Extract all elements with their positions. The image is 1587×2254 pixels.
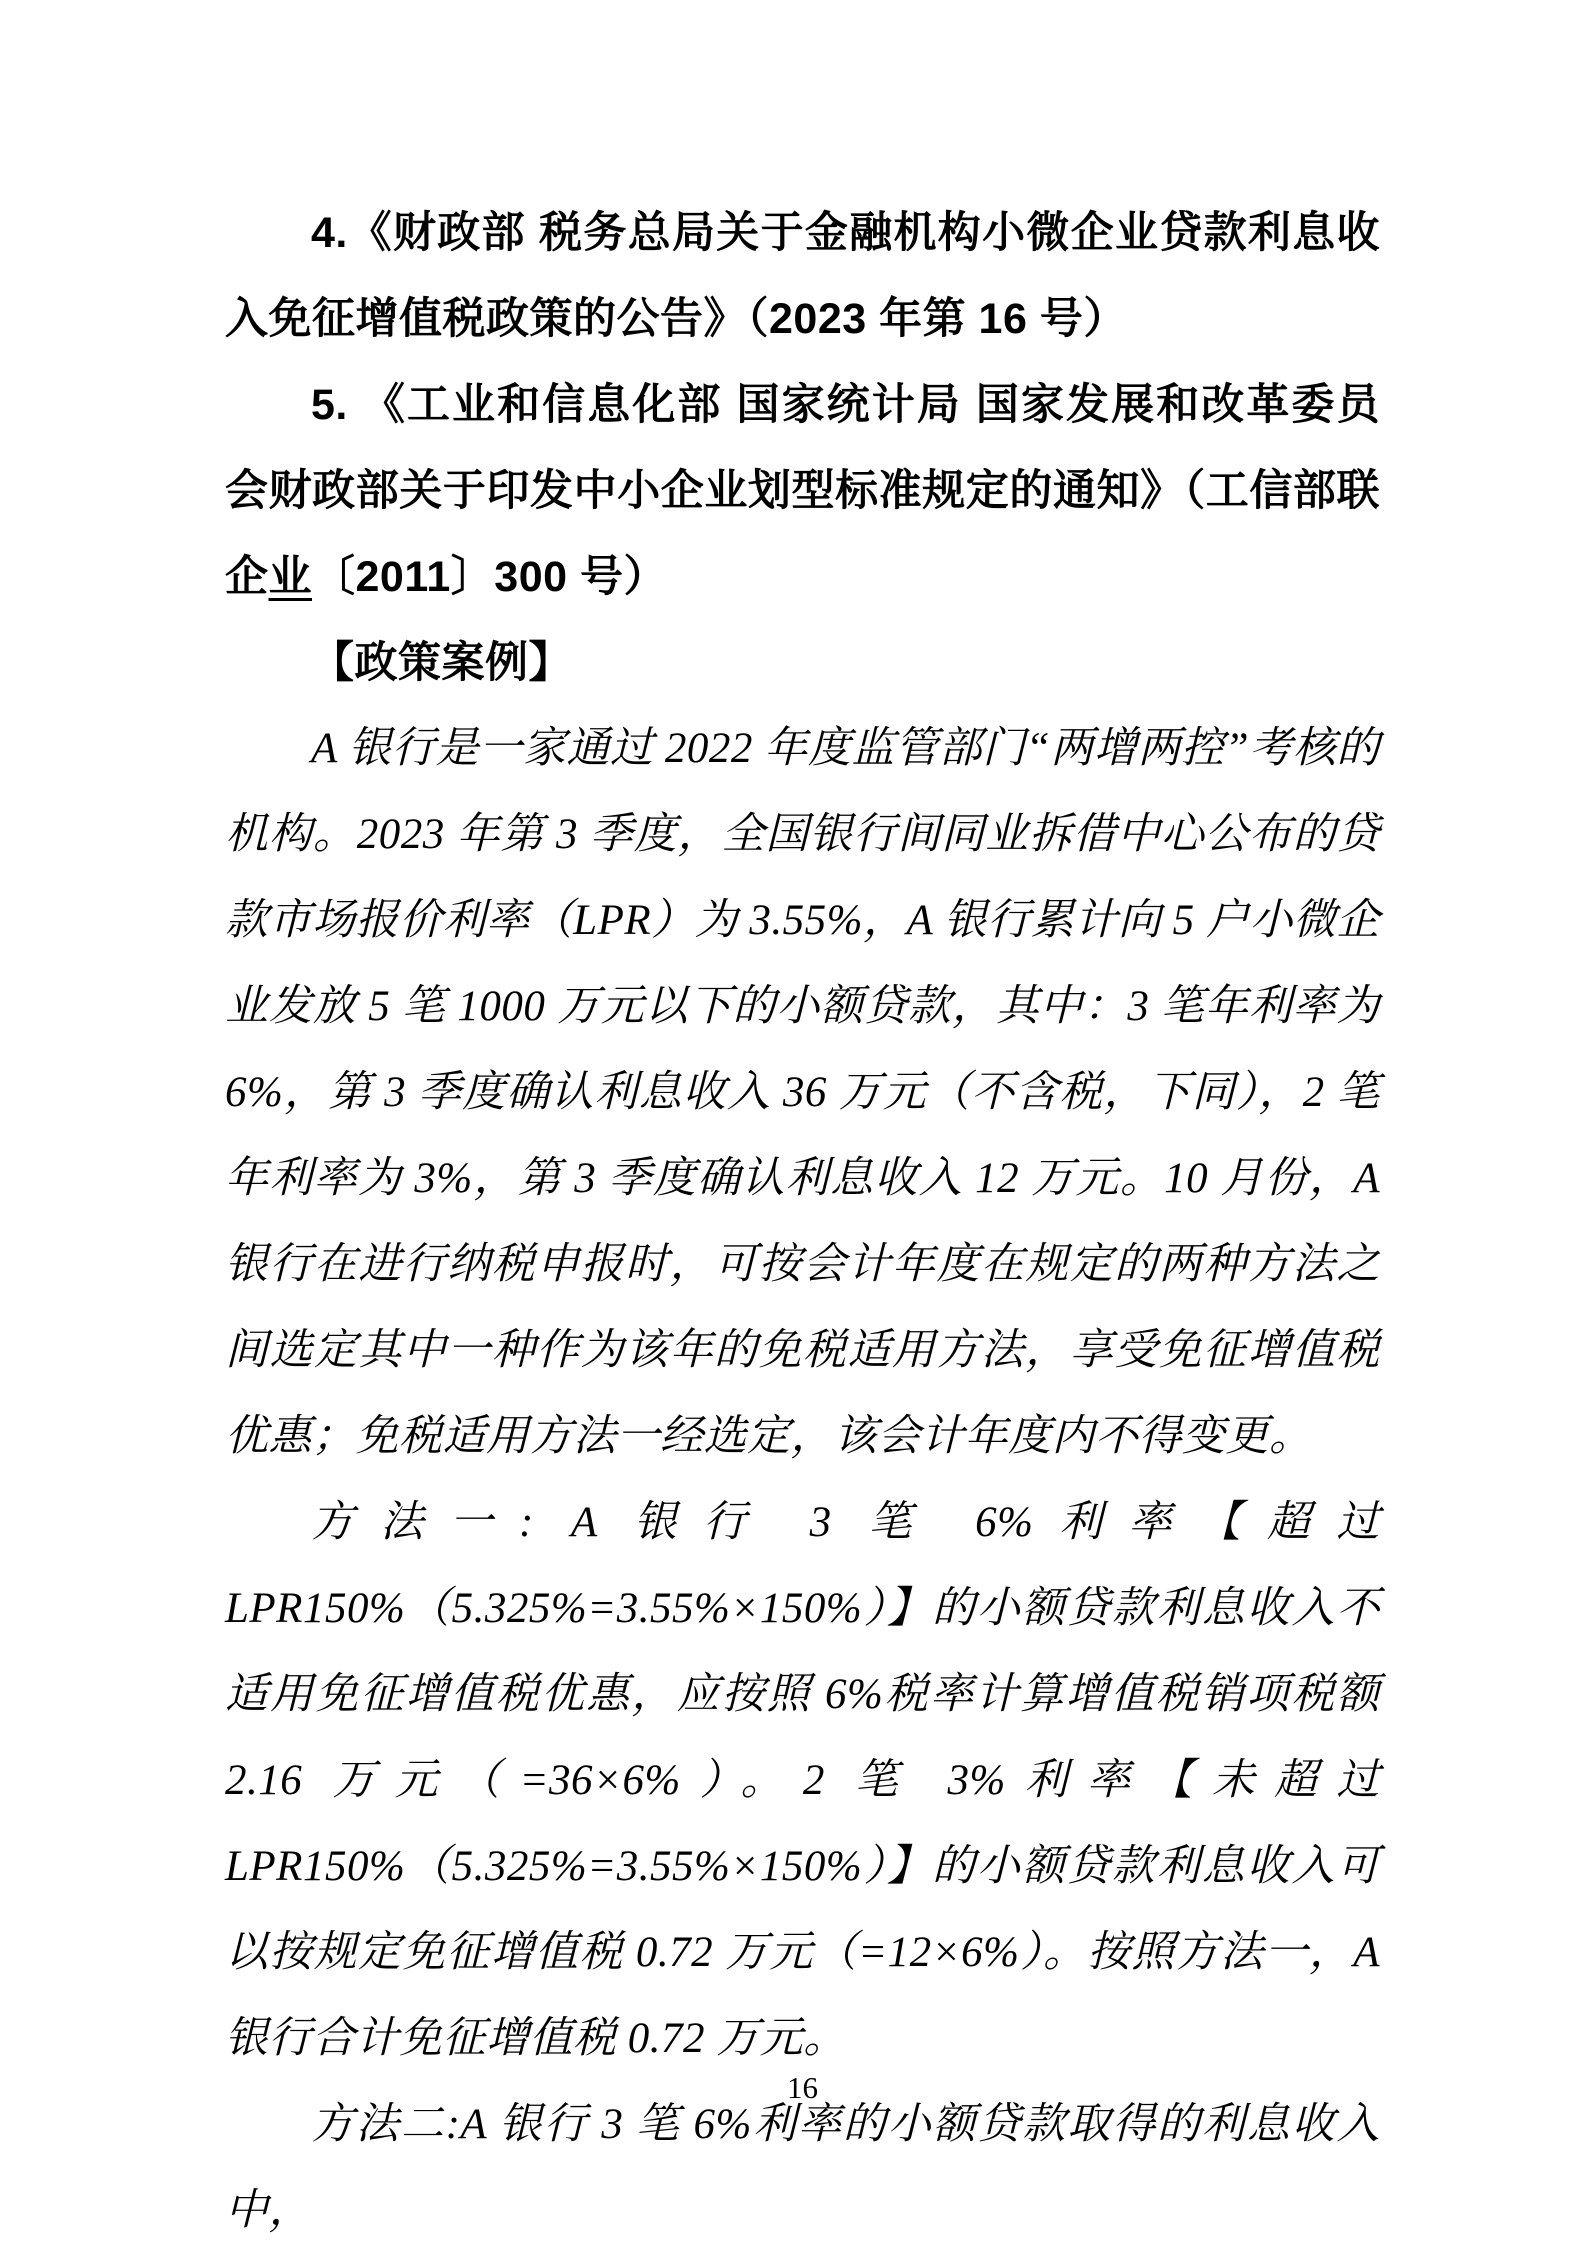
policy-case-heading: 【政策案例】 xyxy=(311,639,572,687)
case-description-paragraph: A 银行是一家通过 2022 年度监管部门“两增两控”考核的机构。2023 年第 3 季度，全国银行间同业拆借中心公布的贷款市场报价利率（LPR）为 3.55%，A 银行累计向 5 户小微企业发放 5 笔 1000 万元以下的小额贷款，其中：3 笔年利率为 6%，第 3 季度确认利息收入 36 万元（不含税，下同），2 笔年利率为 3%，第 3 季度确认利息收入 12 万元。10 月份，A 银行在进行纳税申报时，可按会计年度在规定的两种方法之间选定其中一种作为该年的免税适用方法，享受免征增值税优惠；免税适用方法一经选定，该会计年度内不得变更。 xyxy=(225,725,1380,1460)
list-item-5-suffix: 〔2011〕300 号） xyxy=(312,553,667,601)
list-item-5-underlined-char: 业 xyxy=(268,553,312,601)
method-one-paragraph: 方法一: A 银行 3 笔 6%利率【超过 LPR150%（5.325%=3.55%×150%）】的小额贷款利息收入不适用免征增值税优惠，应按照 6%税率计算增值税销项税额 2.16 万元（=36×6%）。2 笔 3%利率【未超过 LPR150%（5.325%=3.55%×150%）】的小额贷款利息收入可以按规定免征增值税 0.72 万元（=12×6%）。按照方法一，A 银行合计免征增值税 0.72 万元。 xyxy=(225,1499,1380,2062)
page-number: 16 xyxy=(787,2070,818,2105)
list-item-5-prefix: 5. 《工业和信息化部 国家统计局 国家发展和改革委员会财政部关于印发中小企业划型标准规定的通知》（工信部联企 xyxy=(225,381,1380,601)
list-item-5 xyxy=(225,362,1380,620)
list-item-4: 4.《财政部 税务总局关于金融机构小微企业贷款利息收入免征增值税政策的公告》（2023 年第 16 号） xyxy=(225,209,1380,343)
method-two-paragraph: 方法二:A 银行 3 笔 6%利率的小额贷款取得的利息收入中， xyxy=(225,2101,1380,2234)
page-content xyxy=(225,190,1380,2254)
